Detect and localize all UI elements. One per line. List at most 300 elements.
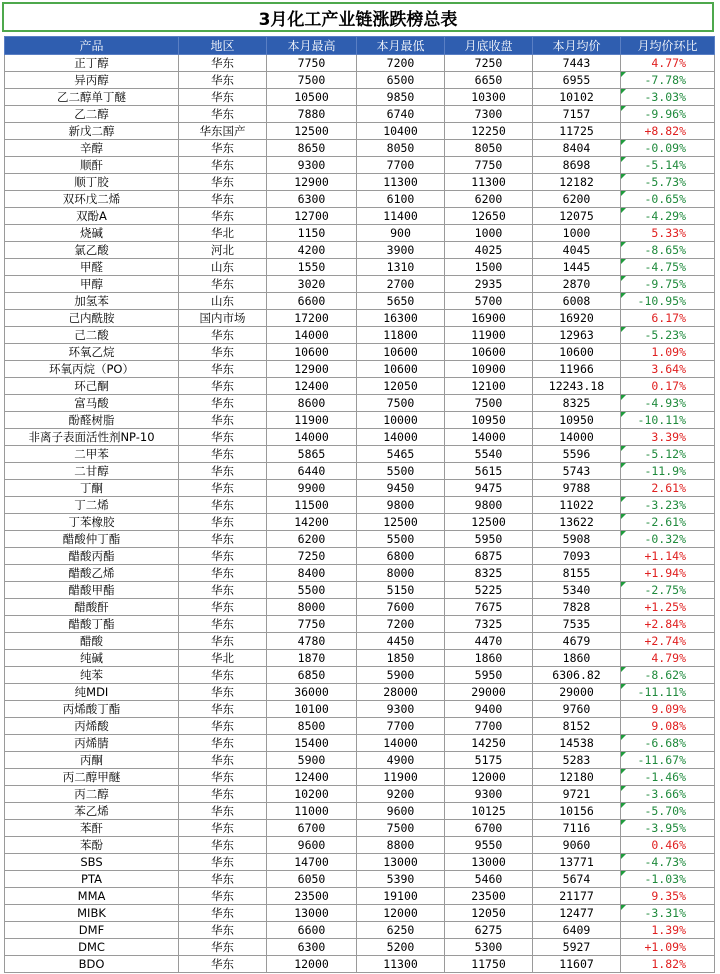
cell-low[interactable]: 13000 xyxy=(357,854,445,871)
cell-high[interactable]: 3020 xyxy=(267,276,357,293)
cell-close[interactable]: 5225 xyxy=(445,582,533,599)
cell-product[interactable]: 酚醛树脂 xyxy=(5,412,179,429)
cell-close[interactable]: 11300 xyxy=(445,174,533,191)
cell-close[interactable]: 9475 xyxy=(445,480,533,497)
cell-change[interactable] xyxy=(621,735,715,752)
cell-region[interactable]: 华东 xyxy=(179,548,267,565)
cell-avg[interactable]: 13771 xyxy=(533,854,621,871)
cell-region[interactable]: 华东 xyxy=(179,854,267,871)
cell-high[interactable]: 10100 xyxy=(267,701,357,718)
col-header-low[interactable]: 本月最低 xyxy=(357,37,445,55)
cell-high[interactable]: 11900 xyxy=(267,412,357,429)
cell-close[interactable]: 6875 xyxy=(445,548,533,565)
cell-close[interactable]: 5615 xyxy=(445,463,533,480)
cell-high[interactable]: 10200 xyxy=(267,786,357,803)
cell-avg[interactable]: 9760 xyxy=(533,701,621,718)
cell-change[interactable] xyxy=(621,871,715,888)
cell-avg[interactable]: 10156 xyxy=(533,803,621,820)
cell-product[interactable]: 丙烯腈 xyxy=(5,735,179,752)
cell-product[interactable]: DMC xyxy=(5,939,179,956)
cell-high[interactable]: 6850 xyxy=(267,667,357,684)
cell-low[interactable]: 10600 xyxy=(357,344,445,361)
cell-product[interactable]: 非离子表面活性剂NP-10 xyxy=(5,429,179,446)
cell-close[interactable]: 16900 xyxy=(445,310,533,327)
cell-close[interactable]: 5175 xyxy=(445,752,533,769)
cell-avg[interactable]: 12182 xyxy=(533,174,621,191)
cell-close[interactable]: 1500 xyxy=(445,259,533,276)
cell-avg[interactable]: 12075 xyxy=(533,208,621,225)
cell-high[interactable]: 36000 xyxy=(267,684,357,701)
cell-product[interactable]: 顺酐 xyxy=(5,157,179,174)
cell-low[interactable]: 4450 xyxy=(357,633,445,650)
cell-avg[interactable]: 1860 xyxy=(533,650,621,667)
cell-region[interactable]: 国内市场 xyxy=(179,310,267,327)
cell-close[interactable]: 5700 xyxy=(445,293,533,310)
cell-high[interactable]: 5865 xyxy=(267,446,357,463)
cell-close[interactable]: 10300 xyxy=(445,89,533,106)
cell-high[interactable]: 8400 xyxy=(267,565,357,582)
cell-product[interactable]: 丁二烯 xyxy=(5,497,179,514)
cell-region[interactable]: 华东 xyxy=(179,429,267,446)
cell-avg[interactable]: 2870 xyxy=(533,276,621,293)
cell-region[interactable]: 华东 xyxy=(179,803,267,820)
cell-region[interactable]: 华东 xyxy=(179,871,267,888)
cell-low[interactable]: 9850 xyxy=(357,89,445,106)
cell-product[interactable]: 丙二醇甲醚 xyxy=(5,769,179,786)
cell-high[interactable]: 1870 xyxy=(267,650,357,667)
cell-low[interactable]: 9450 xyxy=(357,480,445,497)
cell-low[interactable]: 1310 xyxy=(357,259,445,276)
cell-product[interactable]: 乙二醇 xyxy=(5,106,179,123)
cell-region[interactable]: 华东 xyxy=(179,208,267,225)
cell-low[interactable]: 5390 xyxy=(357,871,445,888)
cell-product[interactable]: 丙烯酸 xyxy=(5,718,179,735)
cell-low[interactable]: 7600 xyxy=(357,599,445,616)
cell-product[interactable]: 苯酐 xyxy=(5,820,179,837)
cell-avg[interactable]: 1445 xyxy=(533,259,621,276)
cell-close[interactable]: 10950 xyxy=(445,412,533,429)
cell-region[interactable]: 华东 xyxy=(179,786,267,803)
cell-avg[interactable]: 29000 xyxy=(533,684,621,701)
cell-region[interactable]: 华东 xyxy=(179,633,267,650)
cell-high[interactable]: 7750 xyxy=(267,616,357,633)
cell-close[interactable]: 12000 xyxy=(445,769,533,786)
cell-change[interactable] xyxy=(621,786,715,803)
cell-product[interactable]: 纯碱 xyxy=(5,650,179,667)
cell-product[interactable]: 醋酸 xyxy=(5,633,179,650)
cell-close[interactable]: 12650 xyxy=(445,208,533,225)
cell-change[interactable] xyxy=(621,310,715,327)
cell-low[interactable]: 6740 xyxy=(357,106,445,123)
cell-low[interactable]: 9800 xyxy=(357,497,445,514)
cell-close[interactable]: 10600 xyxy=(445,344,533,361)
cell-avg[interactable]: 10950 xyxy=(533,412,621,429)
cell-change[interactable] xyxy=(621,123,715,140)
cell-high[interactable]: 8000 xyxy=(267,599,357,616)
cell-change[interactable] xyxy=(621,293,715,310)
cell-region[interactable]: 华北 xyxy=(179,225,267,242)
cell-avg[interactable]: 14538 xyxy=(533,735,621,752)
cell-change[interactable] xyxy=(621,276,715,293)
cell-product[interactable]: MIBK xyxy=(5,905,179,922)
cell-close[interactable]: 8050 xyxy=(445,140,533,157)
cell-close[interactable]: 1000 xyxy=(445,225,533,242)
cell-change[interactable] xyxy=(621,837,715,854)
cell-region[interactable]: 华东 xyxy=(179,888,267,905)
cell-low[interactable]: 7700 xyxy=(357,157,445,174)
cell-close[interactable]: 7500 xyxy=(445,395,533,412)
cell-region[interactable]: 华东 xyxy=(179,582,267,599)
cell-low[interactable]: 9300 xyxy=(357,701,445,718)
cell-product[interactable]: 新戊二醇 xyxy=(5,123,179,140)
cell-avg[interactable]: 7535 xyxy=(533,616,621,633)
cell-close[interactable]: 12500 xyxy=(445,514,533,531)
cell-product[interactable]: 丙二醇 xyxy=(5,786,179,803)
cell-product[interactable]: 醋酸酐 xyxy=(5,599,179,616)
cell-high[interactable]: 1550 xyxy=(267,259,357,276)
cell-avg[interactable]: 1000 xyxy=(533,225,621,242)
cell-product[interactable]: 烧碱 xyxy=(5,225,179,242)
cell-product[interactable]: 环氧丙烷（PO） xyxy=(5,361,179,378)
cell-low[interactable]: 5500 xyxy=(357,531,445,548)
cell-region[interactable]: 华东 xyxy=(179,327,267,344)
cell-high[interactable]: 6600 xyxy=(267,293,357,310)
cell-avg[interactable]: 12180 xyxy=(533,769,621,786)
cell-avg[interactable]: 11607 xyxy=(533,956,621,973)
cell-high[interactable]: 11500 xyxy=(267,497,357,514)
cell-change[interactable] xyxy=(621,446,715,463)
cell-product[interactable]: SBS xyxy=(5,854,179,871)
cell-low[interactable]: 7700 xyxy=(357,718,445,735)
cell-product[interactable]: 醋酸甲酯 xyxy=(5,582,179,599)
cell-avg[interactable]: 4679 xyxy=(533,633,621,650)
cell-low[interactable]: 7200 xyxy=(357,616,445,633)
cell-low[interactable]: 19100 xyxy=(357,888,445,905)
cell-high[interactable]: 9300 xyxy=(267,157,357,174)
cell-product[interactable]: PTA xyxy=(5,871,179,888)
cell-product[interactable]: 富马酸 xyxy=(5,395,179,412)
cell-product[interactable]: 辛醇 xyxy=(5,140,179,157)
cell-low[interactable]: 5465 xyxy=(357,446,445,463)
cell-region[interactable]: 华东 xyxy=(179,140,267,157)
cell-change[interactable] xyxy=(621,327,715,344)
cell-product[interactable]: 丙烯酸丁酯 xyxy=(5,701,179,718)
cell-change[interactable] xyxy=(621,803,715,820)
cell-product[interactable]: 双酚A xyxy=(5,208,179,225)
cell-high[interactable]: 7500 xyxy=(267,72,357,89)
cell-close[interactable]: 5950 xyxy=(445,531,533,548)
cell-region[interactable]: 山东 xyxy=(179,293,267,310)
cell-avg[interactable]: 8404 xyxy=(533,140,621,157)
cell-change[interactable] xyxy=(621,55,715,72)
cell-avg[interactable]: 6955 xyxy=(533,72,621,89)
cell-region[interactable]: 华东 xyxy=(179,531,267,548)
cell-region[interactable]: 华东 xyxy=(179,667,267,684)
cell-change[interactable] xyxy=(621,208,715,225)
cell-close[interactable]: 5540 xyxy=(445,446,533,463)
cell-low[interactable]: 11400 xyxy=(357,208,445,225)
cell-high[interactable]: 5500 xyxy=(267,582,357,599)
cell-high[interactable]: 12700 xyxy=(267,208,357,225)
cell-avg[interactable]: 7093 xyxy=(533,548,621,565)
cell-close[interactable]: 11900 xyxy=(445,327,533,344)
cell-close[interactable]: 6200 xyxy=(445,191,533,208)
cell-region[interactable]: 华东 xyxy=(179,922,267,939)
cell-avg[interactable]: 8152 xyxy=(533,718,621,735)
cell-region[interactable]: 华东 xyxy=(179,735,267,752)
cell-change[interactable] xyxy=(621,718,715,735)
cell-low[interactable]: 2700 xyxy=(357,276,445,293)
cell-high[interactable]: 8650 xyxy=(267,140,357,157)
cell-region[interactable]: 华东 xyxy=(179,72,267,89)
cell-low[interactable]: 5150 xyxy=(357,582,445,599)
cell-close[interactable]: 13000 xyxy=(445,854,533,871)
cell-high[interactable]: 14000 xyxy=(267,429,357,446)
cell-product[interactable]: 环己酮 xyxy=(5,378,179,395)
cell-change[interactable] xyxy=(621,463,715,480)
cell-avg[interactable]: 11725 xyxy=(533,123,621,140)
cell-high[interactable]: 12900 xyxy=(267,361,357,378)
cell-low[interactable]: 12050 xyxy=(357,378,445,395)
cell-high[interactable]: 6440 xyxy=(267,463,357,480)
cell-region[interactable]: 华东 xyxy=(179,837,267,854)
cell-avg[interactable]: 6409 xyxy=(533,922,621,939)
cell-high[interactable]: 5900 xyxy=(267,752,357,769)
cell-low[interactable]: 7200 xyxy=(357,55,445,72)
cell-low[interactable]: 3900 xyxy=(357,242,445,259)
cell-product[interactable]: 二甘醇 xyxy=(5,463,179,480)
cell-high[interactable]: 7880 xyxy=(267,106,357,123)
cell-high[interactable]: 10600 xyxy=(267,344,357,361)
cell-avg[interactable]: 9721 xyxy=(533,786,621,803)
cell-change[interactable] xyxy=(621,888,715,905)
cell-change[interactable] xyxy=(621,582,715,599)
cell-low[interactable]: 5650 xyxy=(357,293,445,310)
cell-close[interactable]: 9400 xyxy=(445,701,533,718)
cell-high[interactable]: 4780 xyxy=(267,633,357,650)
cell-region[interactable]: 华北 xyxy=(179,650,267,667)
cell-avg[interactable]: 7828 xyxy=(533,599,621,616)
cell-close[interactable]: 12250 xyxy=(445,123,533,140)
cell-avg[interactable]: 9788 xyxy=(533,480,621,497)
cell-product[interactable]: 苯酚 xyxy=(5,837,179,854)
cell-low[interactable]: 9200 xyxy=(357,786,445,803)
cell-low[interactable]: 11900 xyxy=(357,769,445,786)
cell-change[interactable] xyxy=(621,106,715,123)
cell-change[interactable] xyxy=(621,191,715,208)
cell-change[interactable] xyxy=(621,854,715,871)
cell-low[interactable]: 5500 xyxy=(357,463,445,480)
cell-high[interactable]: 9900 xyxy=(267,480,357,497)
cell-close[interactable]: 6650 xyxy=(445,72,533,89)
cell-region[interactable]: 华东 xyxy=(179,89,267,106)
cell-change[interactable] xyxy=(621,820,715,837)
cell-high[interactable]: 6700 xyxy=(267,820,357,837)
col-header-product[interactable]: 产品 xyxy=(5,37,179,55)
cell-close[interactable]: 7300 xyxy=(445,106,533,123)
cell-low[interactable]: 14000 xyxy=(357,735,445,752)
cell-high[interactable]: 12400 xyxy=(267,769,357,786)
cell-low[interactable]: 1850 xyxy=(357,650,445,667)
cell-change[interactable] xyxy=(621,89,715,106)
cell-region[interactable]: 华东 xyxy=(179,956,267,973)
cell-region[interactable]: 华东 xyxy=(179,157,267,174)
cell-region[interactable]: 华东国产 xyxy=(179,123,267,140)
cell-high[interactable]: 1150 xyxy=(267,225,357,242)
cell-product[interactable]: MMA xyxy=(5,888,179,905)
cell-close[interactable]: 29000 xyxy=(445,684,533,701)
cell-high[interactable]: 4200 xyxy=(267,242,357,259)
cell-change[interactable] xyxy=(621,412,715,429)
cell-region[interactable]: 华东 xyxy=(179,276,267,293)
cell-change[interactable] xyxy=(621,429,715,446)
cell-high[interactable]: 8600 xyxy=(267,395,357,412)
cell-low[interactable]: 11300 xyxy=(357,956,445,973)
cell-product[interactable]: 醋酸乙烯 xyxy=(5,565,179,582)
cell-region[interactable]: 华东 xyxy=(179,565,267,582)
cell-low[interactable]: 11800 xyxy=(357,327,445,344)
cell-region[interactable]: 华东 xyxy=(179,616,267,633)
cell-region[interactable]: 华东 xyxy=(179,106,267,123)
cell-change[interactable] xyxy=(621,684,715,701)
cell-close[interactable]: 5950 xyxy=(445,667,533,684)
cell-low[interactable]: 16300 xyxy=(357,310,445,327)
cell-change[interactable] xyxy=(621,378,715,395)
cell-close[interactable]: 8325 xyxy=(445,565,533,582)
cell-low[interactable]: 7500 xyxy=(357,820,445,837)
cell-product[interactable]: 顺丁胶 xyxy=(5,174,179,191)
cell-high[interactable]: 11000 xyxy=(267,803,357,820)
cell-avg[interactable]: 4045 xyxy=(533,242,621,259)
cell-low[interactable]: 10400 xyxy=(357,123,445,140)
cell-change[interactable] xyxy=(621,361,715,378)
cell-region[interactable]: 华东 xyxy=(179,412,267,429)
cell-close[interactable]: 9300 xyxy=(445,786,533,803)
cell-avg[interactable]: 7116 xyxy=(533,820,621,837)
cell-avg[interactable]: 11966 xyxy=(533,361,621,378)
cell-low[interactable]: 28000 xyxy=(357,684,445,701)
cell-region[interactable]: 华东 xyxy=(179,174,267,191)
cell-change[interactable] xyxy=(621,752,715,769)
cell-high[interactable]: 6300 xyxy=(267,191,357,208)
cell-high[interactable]: 12900 xyxy=(267,174,357,191)
cell-close[interactable]: 14250 xyxy=(445,735,533,752)
cell-high[interactable]: 14200 xyxy=(267,514,357,531)
cell-close[interactable]: 7750 xyxy=(445,157,533,174)
cell-change[interactable] xyxy=(621,140,715,157)
cell-avg[interactable]: 10102 xyxy=(533,89,621,106)
cell-avg[interactable]: 6306.82 xyxy=(533,667,621,684)
cell-change[interactable] xyxy=(621,480,715,497)
cell-region[interactable]: 山东 xyxy=(179,259,267,276)
cell-avg[interactable]: 11022 xyxy=(533,497,621,514)
cell-change[interactable] xyxy=(621,174,715,191)
cell-avg[interactable]: 5674 xyxy=(533,871,621,888)
cell-close[interactable]: 7675 xyxy=(445,599,533,616)
cell-product[interactable]: 甲醛 xyxy=(5,259,179,276)
cell-high[interactable]: 9600 xyxy=(267,837,357,854)
cell-change[interactable] xyxy=(621,667,715,684)
cell-region[interactable]: 华东 xyxy=(179,939,267,956)
cell-change[interactable] xyxy=(621,259,715,276)
cell-close[interactable]: 9800 xyxy=(445,497,533,514)
cell-product[interactable]: 氯乙酸 xyxy=(5,242,179,259)
cell-product[interactable]: 醋酸丙酯 xyxy=(5,548,179,565)
cell-avg[interactable]: 8325 xyxy=(533,395,621,412)
cell-close[interactable]: 4025 xyxy=(445,242,533,259)
cell-high[interactable]: 7750 xyxy=(267,55,357,72)
cell-product[interactable]: 乙二醇单丁醚 xyxy=(5,89,179,106)
cell-high[interactable]: 15400 xyxy=(267,735,357,752)
cell-change[interactable] xyxy=(621,633,715,650)
cell-close[interactable]: 11750 xyxy=(445,956,533,973)
cell-low[interactable]: 900 xyxy=(357,225,445,242)
cell-change[interactable] xyxy=(621,344,715,361)
cell-avg[interactable]: 13622 xyxy=(533,514,621,531)
cell-close[interactable]: 23500 xyxy=(445,888,533,905)
cell-change[interactable] xyxy=(621,565,715,582)
cell-low[interactable]: 6100 xyxy=(357,191,445,208)
cell-low[interactable]: 12000 xyxy=(357,905,445,922)
cell-region[interactable]: 华东 xyxy=(179,701,267,718)
cell-avg[interactable]: 6200 xyxy=(533,191,621,208)
cell-low[interactable]: 14000 xyxy=(357,429,445,446)
cell-high[interactable]: 14700 xyxy=(267,854,357,871)
cell-region[interactable]: 华东 xyxy=(179,769,267,786)
cell-region[interactable]: 华东 xyxy=(179,718,267,735)
cell-change[interactable] xyxy=(621,701,715,718)
cell-avg[interactable]: 7157 xyxy=(533,106,621,123)
cell-region[interactable]: 华东 xyxy=(179,820,267,837)
cell-avg[interactable]: 12477 xyxy=(533,905,621,922)
cell-low[interactable]: 8000 xyxy=(357,565,445,582)
cell-region[interactable]: 华东 xyxy=(179,752,267,769)
cell-high[interactable]: 10500 xyxy=(267,89,357,106)
cell-avg[interactable]: 10600 xyxy=(533,344,621,361)
cell-avg[interactable]: 5743 xyxy=(533,463,621,480)
cell-product[interactable]: 正丁醇 xyxy=(5,55,179,72)
cell-region[interactable]: 华东 xyxy=(179,361,267,378)
cell-change[interactable] xyxy=(621,242,715,259)
cell-avg[interactable]: 12963 xyxy=(533,327,621,344)
cell-avg[interactable]: 14000 xyxy=(533,429,621,446)
cell-close[interactable]: 7700 xyxy=(445,718,533,735)
cell-avg[interactable]: 8698 xyxy=(533,157,621,174)
cell-region[interactable]: 华东 xyxy=(179,480,267,497)
cell-region[interactable]: 华东 xyxy=(179,344,267,361)
cell-avg[interactable]: 5283 xyxy=(533,752,621,769)
cell-high[interactable]: 6300 xyxy=(267,939,357,956)
cell-change[interactable] xyxy=(621,956,715,973)
cell-avg[interactable]: 5908 xyxy=(533,531,621,548)
cell-close[interactable]: 7250 xyxy=(445,55,533,72)
cell-product[interactable]: 二甲苯 xyxy=(5,446,179,463)
cell-high[interactable]: 12500 xyxy=(267,123,357,140)
cell-avg[interactable]: 8155 xyxy=(533,565,621,582)
cell-close[interactable]: 9550 xyxy=(445,837,533,854)
cell-low[interactable]: 9600 xyxy=(357,803,445,820)
cell-change[interactable] xyxy=(621,225,715,242)
cell-low[interactable]: 10000 xyxy=(357,412,445,429)
cell-product[interactable]: 丁苯橡胶 xyxy=(5,514,179,531)
cell-change[interactable] xyxy=(621,905,715,922)
cell-region[interactable]: 河北 xyxy=(179,242,267,259)
cell-close[interactable]: 10125 xyxy=(445,803,533,820)
cell-avg[interactable]: 7443 xyxy=(533,55,621,72)
cell-change[interactable] xyxy=(621,157,715,174)
cell-low[interactable]: 8050 xyxy=(357,140,445,157)
cell-low[interactable]: 6800 xyxy=(357,548,445,565)
